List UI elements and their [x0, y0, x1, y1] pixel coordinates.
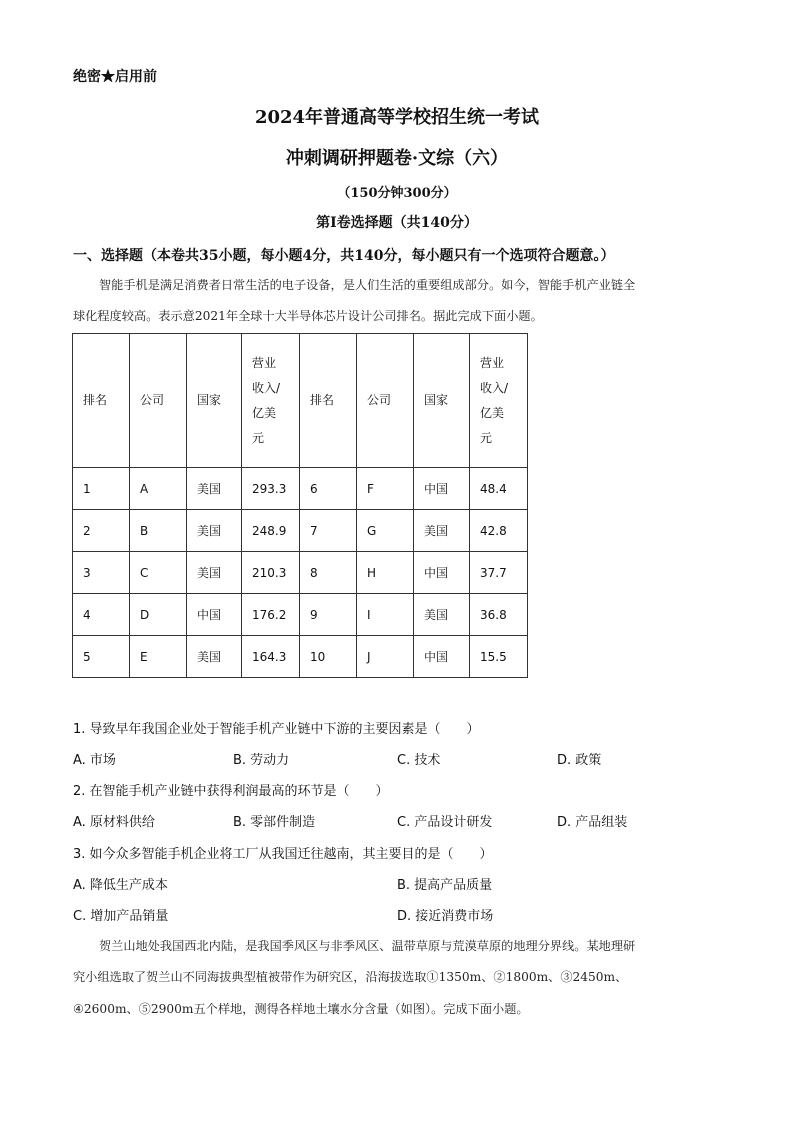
table-cell: J	[357, 636, 414, 678]
table-header-cell	[300, 334, 357, 468]
question-3-option-b[interactable]: B. 提高产品质量	[397, 878, 493, 893]
table-cell: E	[130, 636, 187, 678]
header-country: 国家	[424, 393, 449, 407]
table-cell: 248.9	[242, 510, 300, 552]
table-cell: 中国	[414, 636, 470, 678]
table-row	[73, 468, 528, 510]
table-cell: 中国	[187, 594, 242, 636]
table-cell: B	[130, 510, 187, 552]
table-header-cell	[187, 334, 242, 468]
question-3-stem: 3. 如今众多智能手机企业将工厂从我国迁往越南，其主要目的是（ ）	[73, 847, 493, 862]
table-header-cell	[73, 334, 130, 468]
question-3-option-d[interactable]: D. 接近消费市场	[397, 909, 494, 924]
question-2-option-c[interactable]: C. 产品设计研发	[397, 815, 493, 830]
table-cell: 48.4	[470, 468, 528, 510]
passage2-line3: ④2600m、⑤2900m五个样地，测得各样地土壤水分含量（如图）。完成下面小题。	[73, 1002, 529, 1016]
header-revenue: 营业 收入/ 亿美 元	[252, 355, 281, 445]
table-cell: 中国	[414, 468, 470, 510]
table-row	[73, 510, 528, 552]
table-row	[73, 552, 528, 594]
table-header-cell	[242, 334, 300, 468]
table-header-row	[73, 334, 528, 468]
table-cell: 美国	[187, 636, 242, 678]
question-1-option-b[interactable]: B. 劳动力	[233, 753, 290, 768]
table-cell: A	[130, 468, 187, 510]
table-cell: 8	[300, 552, 357, 594]
table-cell: 36.8	[470, 594, 528, 636]
question-1-option-a[interactable]: A. 市场	[73, 753, 116, 768]
exam-subtitle: 冲刺调研押题卷·文综（六）	[285, 148, 509, 169]
table-header-cell	[414, 334, 470, 468]
table-cell: F	[357, 468, 414, 510]
question-1-option-c[interactable]: C. 技术	[397, 753, 441, 768]
header-country: 国家	[197, 393, 222, 407]
header-company: 公司	[367, 393, 392, 407]
table-cell: 中国	[414, 552, 470, 594]
table-cell: 9	[300, 594, 357, 636]
passage2-line2: 究小组选取了贺兰山不同海拔典型植被带作为研究区，沿海拔选取①1350m、②1800m、③2450m、	[73, 970, 628, 984]
table-cell: I	[357, 594, 414, 636]
table-cell: 美国	[187, 552, 242, 594]
header-rank: 排名	[83, 393, 108, 407]
header-company: 公司	[140, 393, 165, 407]
question-3-option-a[interactable]: A. 降低生产成本	[73, 878, 168, 893]
ranking-table	[72, 333, 528, 678]
table-cell: 164.3	[242, 636, 300, 678]
question-2-option-d[interactable]: D. 产品组装	[557, 815, 628, 830]
table-cell: 6	[300, 468, 357, 510]
table-cell: 2	[73, 510, 130, 552]
table-header-cell	[130, 334, 187, 468]
header-rank: 排名	[310, 393, 335, 407]
header-revenue: 营业 收入/ 亿美 元	[480, 355, 509, 445]
table-cell: D	[130, 594, 187, 636]
table-cell: 3	[73, 552, 130, 594]
question-2-stem: 2. 在智能手机产业链中获得利润最高的环节是（ ）	[73, 784, 389, 799]
table-cell: G	[357, 510, 414, 552]
passage1-line1: 智能手机是满足消费者日常生活的电子设备，是人们生活的重要组成部分。如今，智能手机产业链全	[99, 278, 636, 292]
table-cell: 美国	[187, 510, 242, 552]
table-cell: 293.3	[242, 468, 300, 510]
exam-title: 2024年普通高等学校招生统一考试	[254, 107, 540, 128]
confidential-label: 绝密★启用前	[73, 69, 157, 85]
table-cell: 210.3	[242, 552, 300, 594]
table-cell: 美国	[187, 468, 242, 510]
question-1-option-d[interactable]: D. 政策	[557, 753, 602, 768]
table-row	[73, 636, 528, 678]
passage1-line2: 球化程度较高。表示意2021年全球十大半导体芯片设计公司排名。据此完成下面小题。	[73, 309, 543, 323]
table-cell: H	[357, 552, 414, 594]
table-cell: 4	[73, 594, 130, 636]
question-2-option-b[interactable]: B. 零部件制造	[233, 815, 316, 830]
passage2-line1: 贺兰山地处我国西北内陆，是我国季风区与非季风区、温带草原与荒漠草原的地理分界线。某地理研	[99, 939, 636, 953]
table-cell: 美国	[414, 510, 470, 552]
table-cell: 7	[300, 510, 357, 552]
question-2-option-a[interactable]: A. 原材料供给	[73, 815, 155, 830]
table-row	[73, 594, 528, 636]
question-1-stem: 1. 导致早年我国企业处于智能手机产业链中下游的主要因素是（ ）	[73, 722, 480, 737]
table-cell: 15.5	[470, 636, 528, 678]
table-cell: 176.2	[242, 594, 300, 636]
volume-title: 第Ⅰ卷选择题（共140分）	[316, 215, 478, 231]
table-header-cell	[470, 334, 528, 468]
table-cell: 37.7	[470, 552, 528, 594]
table-cell: 42.8	[470, 510, 528, 552]
question-3-option-c[interactable]: C. 增加产品销量	[73, 909, 169, 924]
section-title: 一、选择题（本卷共35小题，每小题4分，共140分，每小题只有一个选项符合题意。）	[73, 248, 615, 264]
table-cell: 10	[300, 636, 357, 678]
table-cell: 1	[73, 468, 130, 510]
table-header-cell	[357, 334, 414, 468]
table-cell: 5	[73, 636, 130, 678]
table-cell: C	[130, 552, 187, 594]
time-score: （150分钟300分）	[337, 186, 457, 201]
table-cell: 美国	[414, 594, 470, 636]
